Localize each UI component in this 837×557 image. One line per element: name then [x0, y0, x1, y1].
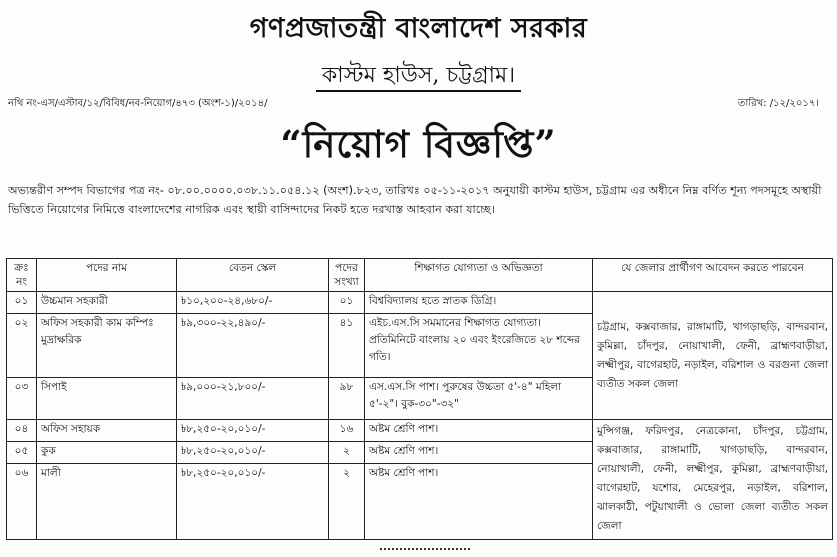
table-row: [7, 292, 833, 314]
row-scale: ৳১০,২০০-২৪,৬৮০/-: [177, 292, 329, 314]
row-serial: ০১: [7, 292, 37, 314]
header-districts: যে জেলার প্রার্থীগণ আবেদন করতে পারবেন: [593, 259, 833, 292]
header-qualification: শিক্ষাগত যোগ্যতা ও অভিজ্ঞতা: [365, 259, 593, 292]
row-scale: ৳৯,০০০-২১,৮০০/-: [177, 378, 329, 420]
header-serial: ক্রঃ নং: [7, 259, 37, 292]
vacancy-table: [6, 258, 833, 540]
row-count: ২: [329, 442, 365, 464]
row-post: উচ্চমান সহকারী: [37, 292, 177, 314]
row-serial: ০৬: [7, 464, 37, 540]
row-qualification: এস.এস.সি পাশ। পুরুষের উচ্চতা ৫'-৪" মহিলা ৫'-২"। বুক-৩০"-৩২": [365, 378, 593, 420]
office-title-text: কাস্টম হাউস, চট্টগ্রাম।: [316, 63, 521, 92]
row-qualification: অষ্টম শ্রেণি পাশ।: [365, 420, 593, 442]
header-post: পদের নাম: [37, 259, 177, 292]
districts-group-2: মুন্সিগঞ্জ, ফরিদপুর, নেত্রকোনা, চাঁদপুর, চট্টগ্রাম, কক্সবাজার, রাঙ্গামাটি, খাগড়াছড়ি, বান্দরবান, নোয়াখালী, ফেনী, লক্ষ্মীপুর, কুমিল্লা, ব্রাহ্মণবাড়ীয়া, বাগেরহাট, যশোর, মেহেরপুর, নড়াইল, বরিশাল, ঝালকাঠী, পটুয়াখালী ও ভোলা জেলা ব্যতীত সকল জেলা: [593, 420, 833, 540]
government-title: গণপ্রজাতন্ত্রী বাংলাদেশ সরকার: [249, 13, 588, 44]
row-qualification: বিশ্ববিদ্যালয় হতে স্নাতক ডিগ্রি।: [365, 292, 593, 314]
cut-off-text-fragment: [380, 548, 470, 552]
memo-date: তারিখ: /১২/২০১৭।: [737, 98, 819, 109]
table-header-row: [7, 259, 833, 292]
row-post: সিপাই: [37, 378, 177, 420]
row-serial: ০৪: [7, 420, 37, 442]
row-scale: ৳৮,২৫০-২০,০১০/-: [177, 464, 329, 540]
districts-group-1: চট্টগ্রাম, কক্সবাজার, রাঙ্গামাটি, খাগড়াছড়ি, বান্দরবান, কুমিল্লা, চাঁদপুর, নোয়াখালী, ফেনী, ব্রাহ্মণবাড়ীয়া, লক্ষ্মীপুর, বাগেরহাট, নড়াইল, বরিশাল ও বরগুনা জেলা ব্যতীত সকল জেলা: [593, 292, 833, 420]
row-serial: ০৩: [7, 378, 37, 420]
row-serial: ০২: [7, 314, 37, 378]
row-qualification: অষ্টম শ্রেণি পাশ।: [365, 464, 593, 540]
row-count: ০১: [329, 292, 365, 314]
row-count: ৪১: [329, 314, 365, 378]
row-post: অফিস সহকারী কাম কম্পিঃ মুদ্রাক্ষরিক: [37, 314, 177, 378]
row-qualification: অষ্টম শ্রেণি পাশ।: [365, 442, 593, 464]
row-count: ২: [329, 464, 365, 540]
table-row: [7, 420, 833, 442]
header-scale: বেতন স্কেল: [177, 259, 329, 292]
intro-paragraph: অভ্যন্তরীণ সম্পদ বিভাগের পত্র নং- ০৮.০০.০০০০.০৩৮.১১.০৫৪.১২ (অংশ).৮২৩, তারিখঃ ০৫-১১-২০১৭ অনুযায়ী কাস্টম হাউস, চট্টগ্রাম এর অধীনে নিম্ন বর্ণিত শূন্য পদসমূহে অস্থায়ী ভিত্তিতে নিয়োগের নিমিত্তে বাংলাদেশের নাগরিক এবং স্থায়ী বাসিন্দাদের নিকট হতে দরখাস্ত আহবান করা যাচ্ছে।: [8, 184, 822, 216]
row-count: ১৬: [329, 420, 365, 442]
row-serial: ০৫: [7, 442, 37, 464]
row-post: কুক: [37, 442, 177, 464]
row-scale: ৳৮,২৫০-২০,০১০/-: [177, 442, 329, 464]
memo-number: নথি নং-এস/এস্টাব/১২/বিবিধ/নব-নিয়োগ/৪৭৩ (অংশ-১)/২০১৪/: [8, 98, 268, 109]
office-title: [0, 58, 837, 95]
row-qualification: এইচ.এস.সি সমমানের শিক্ষাগত যোগ্যতা। প্রতিমিনিটে বাংলায় ২০ এবং ইংরেজিতে ২৮ শব্দের গতি।: [365, 314, 593, 378]
notice-title: “নিয়োগ বিজ্ঞপ্তি”: [280, 122, 557, 166]
row-scale: ৳৮,২৫০-২০,০১০/-: [177, 420, 329, 442]
row-count: ৯৮: [329, 378, 365, 420]
header-count: পদের সংখ্যা: [329, 259, 365, 292]
row-post: মালী: [37, 464, 177, 540]
row-post: অফিস সহায়ক: [37, 420, 177, 442]
row-scale: ৳৯,৩০০-২২,৪৯০/-: [177, 314, 329, 378]
